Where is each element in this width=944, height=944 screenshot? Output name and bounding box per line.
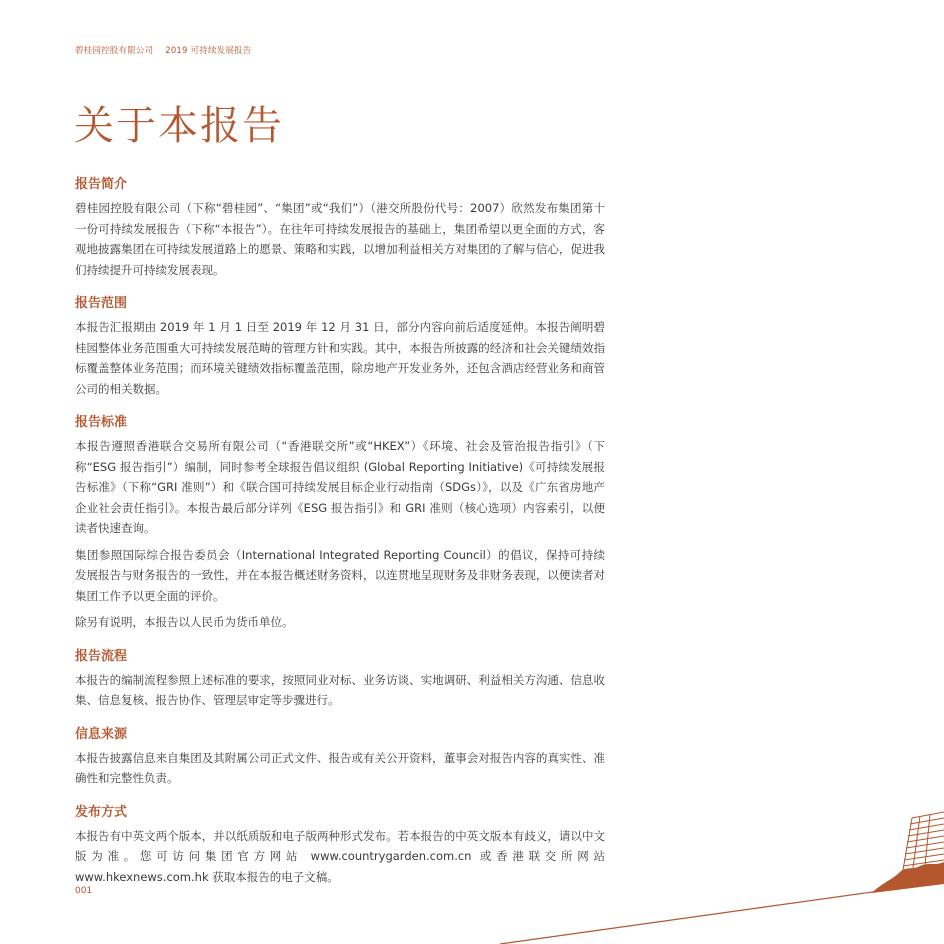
header-report-title: 2019 可持续发展报告: [165, 46, 252, 56]
header-company: 碧桂园控股有限公司: [75, 46, 154, 56]
page-title: 关于本报告: [74, 103, 284, 149]
section-heading: 发布方式: [75, 804, 128, 820]
section-paragraph: 集团参照国际综合报告委员会（International Integrated Reporting Council）的倡议，保持可持续发展报告与财务报告的一致性，并在本报告概述财务资料，以连贯地呈现财务及非财务表现，以便读者对集团工作予以更全面的评价。: [75, 547, 605, 603]
page-number: 001: [75, 886, 93, 896]
section-paragraph: 除另有说明，本报告以人民币为货币单位。: [75, 615, 294, 629]
section-paragraph: 本报告遵照香港联合交易所有限公司（“香港联交所”或“HKEX”）《环境、社会及管治报告指引》（下称“ESG 报告指引”）编制，同时参考全球报告倡议组织 (Global Reporting Initiative)《可持续发展报告标准》（下称“GRI 准则”）和《联合国可持续发展目标企业行动指南（SDGs）》，以及《广东省房地产企业社会责任指引》。本报告最后部分详列《ESG 报告指引》和 GRI 准则（核心选项）内容索引，以便读者快速查询。: [75, 439, 605, 535]
section-heading: 报告标准: [75, 415, 128, 430]
section-paragraph: 碧桂园控股有限公司（下称“碧桂园”、“集团”或“我们”）（港交所股份代号：2007）欣然发布集团第十一份可持续发展报告（下称“本报告”）。在往年可持续发展报告的基础上，集团希望以更全面的方式，客观地披露集团在可持续发展道路上的愿景、策略和实践，以增加利益相关方对集团的了解与信心，促进我们持续提升可持续发展表现。: [75, 201, 605, 277]
section-paragraph: 本报告有中英文两个版本，并以纸质版和电子版两种形式发布。若本报告的中英文版本有歧义，请以中文版为准。您可访问集团官方网站 www.countrygarden.com.cn 或香港联交所网站 www.hkexnews.com.hk 获取本报告的电子文稿。: [75, 828, 605, 884]
section-heading: 报告范围: [75, 296, 128, 311]
section-heading: 报告流程: [75, 648, 128, 664]
foliage-shape-icon: [872, 862, 944, 893]
section-paragraph: 本报告汇报期由 2019 年 1 月 1 日至 2019 年 12 月 31 日，部分内容向前后适度延伸。本报告阐明碧桂园整体业务范围重大可持续发展范畴的管理方针和实践。其中，本报告所披露的经济和社会关键绩效指标覆盖整体业务范围；而环境关键绩效指标覆盖范围，除房地产开发业务外，还包含酒店经营业务和商管公司的相关数据。: [75, 320, 605, 396]
section-paragraph: 本报告披露信息来自集团及其附属公司正式文件、报告或有关公开资料，董事会对报告内容的真实性、准确性和完整性负责。: [75, 750, 605, 785]
section-paragraph: 本报告的编制流程参照上述标准的要求，按照同业对标、业务访谈、实地调研、利益相关方沟通、信息收集、信息复核、报告协作、管理层审定等步骤进行。: [75, 672, 605, 707]
section-heading: 信息来源: [75, 726, 128, 742]
section-heading: 报告简介: [75, 177, 128, 192]
building-sketch-icon: [903, 812, 944, 870]
